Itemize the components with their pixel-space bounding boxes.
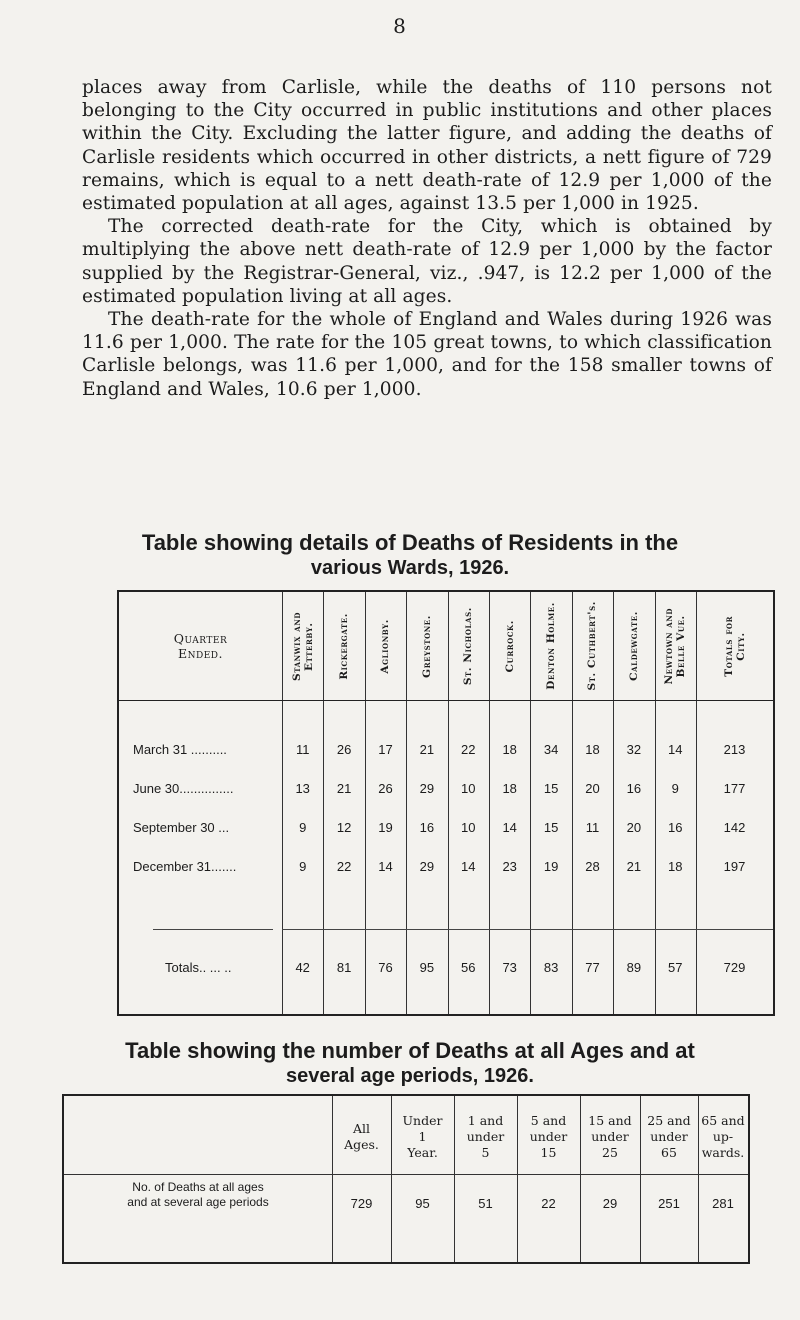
ward-total-count: 81 bbox=[336, 960, 352, 975]
wards-title-line-2: various Wards, 1926. bbox=[310, 557, 510, 579]
ward-total-count: 83 bbox=[543, 960, 559, 975]
ward-death-count: 29 bbox=[419, 781, 435, 796]
quarter-row-label: December 31....... bbox=[133, 859, 237, 874]
ward-column-header-label: Currock. bbox=[503, 619, 516, 673]
body-text bbox=[82, 76, 772, 401]
totals-row-label: Totals.. ... .. bbox=[165, 960, 232, 975]
ward-death-count: 19 bbox=[378, 820, 393, 835]
wards-table-title bbox=[40, 530, 780, 580]
ward-death-count: 17 bbox=[378, 742, 393, 757]
ward-column-header bbox=[282, 596, 323, 696]
age-column-header: Under 1 Year. bbox=[402, 1113, 443, 1160]
ward-column-header-label: Greystone. bbox=[420, 614, 433, 678]
ward-death-count: 177 bbox=[723, 781, 746, 796]
ward-death-count: 18 bbox=[502, 742, 517, 757]
quarter-row-label: March 31 .......... bbox=[133, 742, 227, 757]
ward-death-count: 21 bbox=[336, 781, 352, 796]
ward-death-count: 20 bbox=[626, 820, 642, 835]
ward-death-count: 9 bbox=[299, 820, 307, 835]
ward-death-count: 22 bbox=[461, 742, 476, 757]
quarter-row-label: June 30............... bbox=[133, 781, 234, 796]
ward-death-count: 34 bbox=[543, 742, 559, 757]
ward-death-count: 20 bbox=[585, 781, 600, 796]
ward-death-count: 18 bbox=[585, 742, 600, 757]
age-column-header: 5 and under 15 bbox=[529, 1113, 568, 1160]
ages-title-line-2: several age periods, 1926. bbox=[286, 1065, 534, 1087]
ward-column-header bbox=[323, 596, 364, 696]
ward-column-header-label: Stanwix and Etterby. bbox=[290, 611, 315, 681]
header-rule bbox=[119, 700, 773, 701]
ward-total-count: 42 bbox=[295, 960, 310, 975]
ward-death-count: 15 bbox=[543, 820, 559, 835]
ward-death-count: 14 bbox=[668, 742, 683, 757]
ward-column-header-label: Caldewgate. bbox=[627, 611, 640, 681]
quarter-header-line-1: Quarter bbox=[173, 631, 228, 646]
ward-death-count: 10 bbox=[461, 781, 476, 796]
age-death-count: 281 bbox=[712, 1196, 734, 1211]
ward-column-header-label: Denton Holme. bbox=[545, 602, 558, 690]
ward-death-count: 12 bbox=[336, 820, 352, 835]
ward-total-count: 95 bbox=[419, 960, 435, 975]
ward-death-count: 14 bbox=[461, 859, 476, 874]
ward-death-count: 10 bbox=[461, 820, 476, 835]
quarter-header-line-2: Ended. bbox=[178, 646, 223, 661]
age-column-header: All Ages. bbox=[344, 1121, 379, 1152]
ward-column-header bbox=[406, 596, 447, 696]
ward-column-header bbox=[530, 596, 571, 696]
ages-table bbox=[62, 1094, 750, 1264]
ward-column-header bbox=[448, 596, 489, 696]
ward-column-header bbox=[655, 596, 696, 696]
age-death-count: 29 bbox=[602, 1196, 618, 1211]
paragraph-2: The corrected death-rate for the City, which is obtained by multiplying the above nett death-rate of 12.9 per 1,000 by the factor supplied by the Registrar-General, viz., .947, is 12.2 per 1,000 of the estimated population living at all ages. bbox=[82, 216, 772, 307]
ward-death-count: 18 bbox=[668, 859, 683, 874]
ward-column-header-label: Aglionby. bbox=[379, 618, 392, 674]
age-death-count: 251 bbox=[658, 1196, 680, 1211]
ward-column-header-label: St. Nicholas. bbox=[462, 606, 475, 686]
paragraph-3: The death-rate for the whole of England and Wales during 1926 was 11.6 per 1,000. The rate for the 105 great towns, to which classification Carlisle belongs, was 11.6 per 1,000, and for the 158 smaller towns of England and Wales, 10.6 per 1,000. bbox=[82, 309, 772, 400]
ward-column-header bbox=[365, 596, 406, 696]
ward-death-count: 16 bbox=[626, 781, 642, 796]
ward-death-count: 142 bbox=[723, 820, 746, 835]
ward-death-count: 26 bbox=[336, 742, 352, 757]
age-death-count: 22 bbox=[541, 1196, 556, 1211]
ward-death-count: 16 bbox=[419, 820, 435, 835]
ages-table-title bbox=[40, 1038, 780, 1088]
ward-death-count: 9 bbox=[671, 781, 679, 796]
page-number: 8 bbox=[393, 14, 407, 38]
totals-rule-label bbox=[153, 929, 273, 930]
ward-death-count: 14 bbox=[378, 859, 393, 874]
ward-column-header bbox=[613, 596, 654, 696]
ward-death-count: 11 bbox=[585, 820, 600, 835]
ward-death-count: 32 bbox=[626, 742, 642, 757]
ward-column-header-label: Newtown and Belle Vue. bbox=[663, 607, 688, 685]
age-death-count: 95 bbox=[415, 1196, 430, 1211]
age-column-header: 65 and up- wards. bbox=[701, 1113, 745, 1160]
ward-death-count: 21 bbox=[626, 859, 642, 874]
age-death-count: 51 bbox=[478, 1196, 493, 1211]
ward-death-count: 21 bbox=[419, 742, 435, 757]
ward-death-count: 23 bbox=[502, 859, 517, 874]
ward-total-count: 57 bbox=[668, 960, 683, 975]
ward-death-count: 22 bbox=[336, 859, 352, 874]
ward-total-count: 729 bbox=[723, 960, 746, 975]
wards-table bbox=[117, 590, 775, 1016]
quarter-ended-header bbox=[119, 592, 282, 700]
ward-death-count: 14 bbox=[502, 820, 517, 835]
ward-death-count: 26 bbox=[378, 781, 393, 796]
age-column-header: 15 and under 25 bbox=[588, 1113, 632, 1160]
ward-death-count: 9 bbox=[299, 859, 307, 874]
ward-death-count: 28 bbox=[585, 859, 600, 874]
ages-row-label: No. of Deaths at all ages and at several age periods bbox=[127, 1180, 269, 1209]
ward-total-count: 76 bbox=[378, 960, 393, 975]
ward-total-count: 89 bbox=[626, 960, 642, 975]
ward-column-header bbox=[572, 596, 613, 696]
ward-total-count: 77 bbox=[585, 960, 600, 975]
ward-death-count: 19 bbox=[543, 859, 559, 874]
ward-death-count: 213 bbox=[723, 742, 746, 757]
ward-death-count: 13 bbox=[295, 781, 310, 796]
totals-rule bbox=[282, 929, 773, 930]
wards-title-line-1: Table showing details of Deaths of Residents in the bbox=[141, 530, 679, 555]
paragraph-1: places away from Carlisle, while the deaths of 110 persons not belonging to the City occurred in public institutions and other places within the City. Excluding the latter figure, and adding the deaths of Carlisle residents which occurred in other districts, a nett figure of 729 remains, which is equal to a nett death-rate of 12.9 per 1,000 of the estimated population at all ages, against 13.5 per 1,000 in 1925. bbox=[82, 77, 772, 215]
ward-death-count: 197 bbox=[723, 859, 746, 874]
age-column-header: 1 and under 5 bbox=[466, 1113, 505, 1160]
ward-total-count: 56 bbox=[461, 960, 476, 975]
ward-death-count: 18 bbox=[502, 781, 517, 796]
age-death-count: 729 bbox=[350, 1196, 373, 1211]
ward-column-header bbox=[489, 596, 530, 696]
ward-column-header bbox=[696, 596, 773, 696]
ward-death-count: 16 bbox=[668, 820, 683, 835]
age-column-header: 25 and under 65 bbox=[647, 1113, 691, 1160]
ward-total-count: 73 bbox=[502, 960, 517, 975]
ward-column-header-label: Rickergate. bbox=[338, 612, 351, 680]
ward-column-header-label: St. Cuthbert's. bbox=[586, 601, 599, 691]
ward-column-header-label: Totals for City. bbox=[722, 615, 747, 677]
ward-death-count: 15 bbox=[543, 781, 559, 796]
quarter-row-label: September 30 ... bbox=[133, 820, 230, 835]
ages-title-line-1: Table showing the number of Deaths at all Ages and at bbox=[125, 1038, 695, 1063]
ages-header-rule bbox=[64, 1174, 748, 1175]
ward-death-count: 29 bbox=[419, 859, 435, 874]
ward-death-count: 11 bbox=[295, 742, 310, 757]
